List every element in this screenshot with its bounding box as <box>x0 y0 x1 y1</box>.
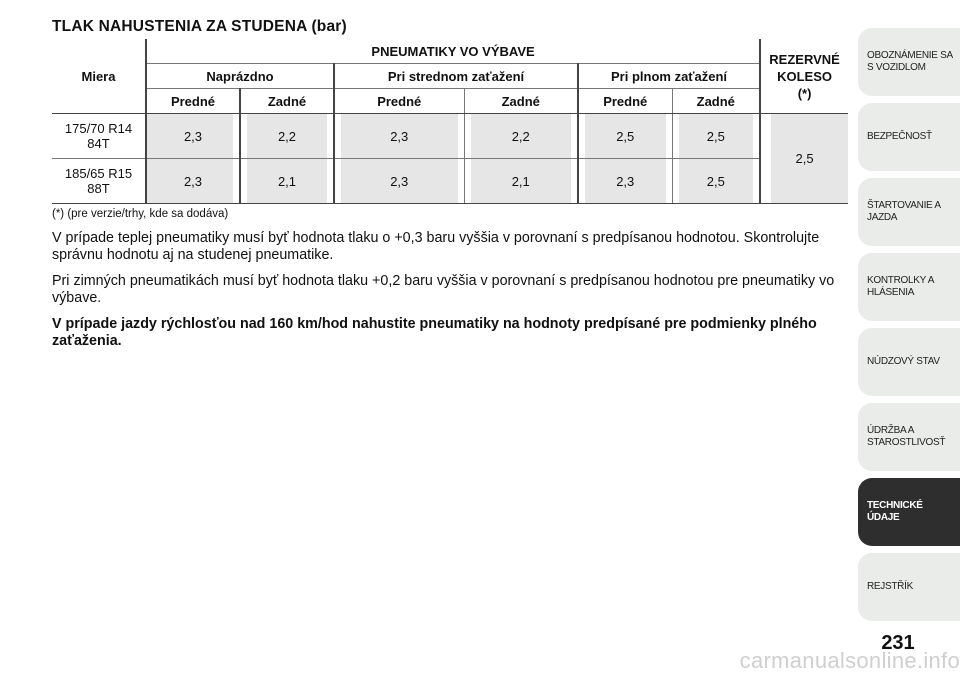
page-title <box>52 18 848 36</box>
tab-label: TECHNICKÉ ÚDAJE <box>867 500 923 523</box>
tab-label: REJSTŘÍK <box>867 581 913 592</box>
tire-size <box>52 114 146 159</box>
tire-load-index: 84T <box>87 136 110 151</box>
tab-label: OBOZNÁMENIE SA S VOZIDLOM <box>867 50 953 73</box>
axle-header: Predné <box>146 89 240 114</box>
column-header-miera: Miera <box>52 39 146 114</box>
axle-header: Zadné <box>672 89 760 114</box>
load-header-empty: Naprázdno <box>146 64 334 89</box>
pressure-value: 2,2 <box>464 114 578 159</box>
tab-rejstrik[interactable] <box>858 553 960 621</box>
tire-size <box>52 159 146 204</box>
pressure-value: 2,3 <box>334 159 464 204</box>
pressure-value: 2,3 <box>146 159 240 204</box>
paragraph-high-speed: V prípade jazdy rýchlosťou nad 160 km/hod nahustite pneumatiky na hodnoty predpísané pre podmienky plného zaťaženia. <box>52 316 817 349</box>
pressure-value: 2,5 <box>672 114 760 159</box>
tire-size-line: 185/65 R15 <box>64 166 133 181</box>
spare-line-2: KOLESO <box>777 68 833 84</box>
spare-wheel-header <box>760 39 848 114</box>
tab-nudzovy-stav[interactable] <box>858 328 960 396</box>
tire-pressure-table <box>52 39 848 204</box>
load-header-medium: Pri strednom zaťažení <box>334 64 578 89</box>
tab-label: ÚDRŽBA A STAROSTLIVOSŤ <box>867 425 946 448</box>
tab-bezpecnost[interactable] <box>858 103 960 171</box>
pressure-value: 2,3 <box>578 159 672 204</box>
table-row <box>52 114 848 159</box>
pressure-value: 2,3 <box>146 114 240 159</box>
tire-load-index: 88T <box>87 181 110 196</box>
tab-label: ŠTARTOVANIE A JAZDA <box>867 200 941 223</box>
spare-line-1: REZERVNÉ <box>769 51 840 67</box>
paragraph-warm-tire: V prípade teplej pneumatiky musí byť hodnota tlaku o +0,3 baru vyššia v porovnaní s predpísanou hodnotou. Skontrolujte správnu hodnotu aj na studenej pneumatike. <box>52 230 820 263</box>
tab-label: BEZPEČNOSŤ <box>867 131 932 142</box>
tab-kontrolky[interactable] <box>858 253 960 321</box>
pressure-value: 2,1 <box>464 159 578 204</box>
header-group: PNEUMATIKY VO VÝBAVE <box>146 39 760 64</box>
pressure-value: 2,5 <box>672 159 760 204</box>
tab-technicke-udaje[interactable] <box>858 478 960 546</box>
spare-pressure-value: 2,5 <box>760 114 848 204</box>
spare-line-3: (*) <box>797 85 812 101</box>
main-content <box>52 18 848 359</box>
pressure-value: 2,1 <box>240 159 334 204</box>
tab-udrzba[interactable] <box>858 403 960 471</box>
tab-label: KONTROLKY A HLÁSENIA <box>867 275 934 298</box>
title-unit: (bar) <box>311 18 347 35</box>
tire-size-line: 175/70 R14 <box>64 121 133 136</box>
table-row <box>52 159 848 204</box>
load-header-full: Pri plnom zaťažení <box>578 64 760 89</box>
paragraph-winter-tire: Pri zimných pneumatikách musí byť hodnota tlaku +0,2 baru vyššia v porovnaní s predpísanou hodnotou pre pneumatiky vo výbave. <box>52 273 835 306</box>
pressure-value: 2,2 <box>240 114 334 159</box>
axle-header: Zadné <box>240 89 334 114</box>
page-number: 231 <box>881 632 915 654</box>
axle-header: Zadné <box>464 89 578 114</box>
chapter-tabs <box>858 0 960 678</box>
tab-startovanie[interactable] <box>858 178 960 246</box>
table-footnote: (*) (pre verzie/trhy, kde sa dodáva) <box>52 208 229 220</box>
pressure-value: 2,5 <box>578 114 672 159</box>
watermark: carmanualsonline.info <box>739 648 960 673</box>
pressure-value: 2,3 <box>334 114 464 159</box>
tab-oboznamenie[interactable] <box>858 28 960 96</box>
tab-label: NÚDZOVÝ STAV <box>867 356 940 367</box>
title-text: TLAK NAHUSTENIA ZA STUDENA <box>52 18 307 35</box>
axle-header: Predné <box>334 89 464 114</box>
axle-header: Predné <box>578 89 672 114</box>
